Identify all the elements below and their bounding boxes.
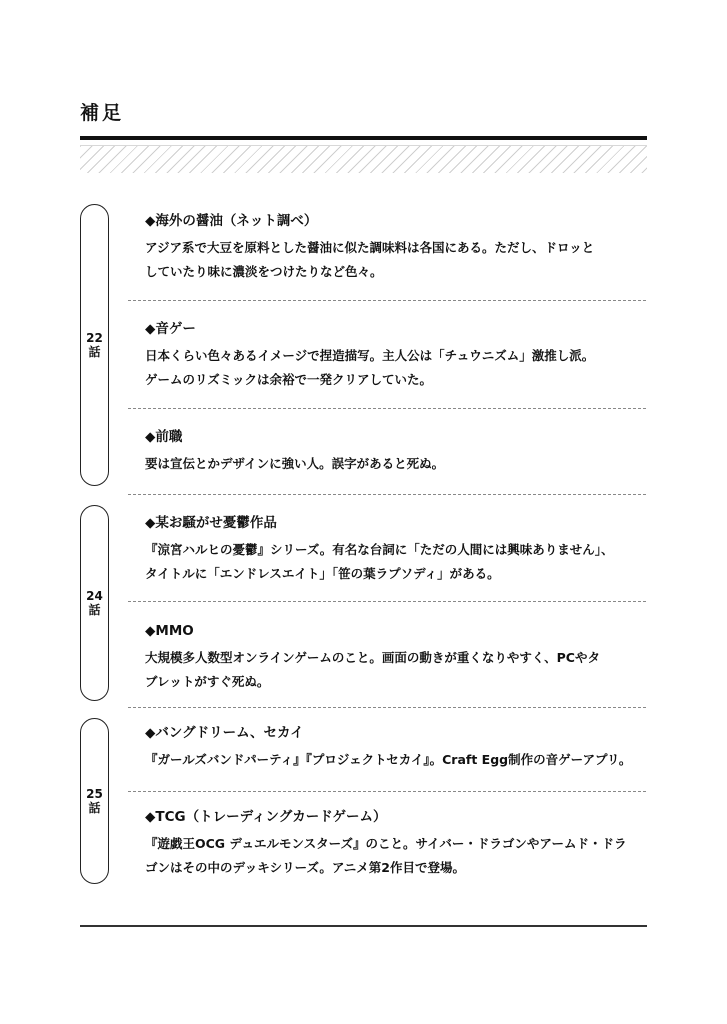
entry-line: 要は宣伝とかデザインに強い人。誤字があると死ぬ。 xyxy=(145,456,445,471)
entry-body xyxy=(145,832,645,879)
dashed-divider xyxy=(128,601,646,602)
chapter-label xyxy=(81,589,108,617)
page-title: 補足 xyxy=(80,102,125,124)
chapter-25-pill xyxy=(80,718,109,884)
dashed-divider xyxy=(128,494,646,495)
entry-body xyxy=(145,748,645,772)
entry-line: アジア系で大豆を原料とした醤油に似た調味料は各国にある。ただし、ドロッと xyxy=(145,240,595,255)
entry-body xyxy=(145,236,645,283)
dashed-divider xyxy=(128,707,646,708)
entry-tcg xyxy=(145,808,645,879)
entry-line: タイトルに「エンドレスエイト」「笹の葉ラプソディ」がある。 xyxy=(145,565,500,581)
entry-line: 『遊戯王OCG デュエルモンスターズ』のこと。サイバー・ドラゴンやアームド・ドラ xyxy=(145,836,627,851)
entry-line: 『涼宮ハルヒの憂鬱』シリーズ。有名な台詞に「ただの人間には興味ありません」、 xyxy=(145,542,614,557)
chapter-suffix: 話 xyxy=(88,801,101,815)
dashed-divider xyxy=(128,408,646,409)
title-rule xyxy=(80,136,647,140)
entry-line: ブレットがすぐ死ぬ。 xyxy=(145,673,270,689)
entry-line: ゴンはその中のデッキシリーズ。アニメ第2作目で登場。 xyxy=(145,859,465,875)
entry-body xyxy=(145,344,645,391)
entry-heading: ◆音ゲー xyxy=(145,321,196,337)
entry-rhythm-game xyxy=(145,320,645,391)
chapter-label xyxy=(81,787,108,815)
entry-body xyxy=(145,452,645,476)
chapter-number: 22 xyxy=(86,331,103,345)
entry-heading: ◆前職 xyxy=(145,429,183,445)
entry-line: していたり味に濃淡をつけたりなど色々。 xyxy=(145,263,383,279)
chapter-suffix: 話 xyxy=(88,603,101,617)
entry-heading: ◆海外の醤油（ネット調べ） xyxy=(145,213,318,229)
entry-mmo xyxy=(145,622,645,693)
chapter-label xyxy=(81,331,108,359)
entry-previous-job xyxy=(145,428,645,476)
dashed-divider xyxy=(128,791,646,792)
chapter-24-pill xyxy=(80,505,109,701)
entry-line: 『ガールズバンドパーティ』『プロジェクトセカイ』。Craft Egg制作の音ゲーアプリ。 xyxy=(145,752,632,767)
bottom-rule xyxy=(80,925,647,927)
chapter-number: 24 xyxy=(86,589,103,603)
entry-soy-sauce xyxy=(145,212,645,283)
chapter-22-pill xyxy=(80,204,109,486)
entry-melancholy-work xyxy=(145,514,645,585)
chapter-number: 25 xyxy=(86,787,103,801)
entry-heading: ◆バングドリーム、セカイ xyxy=(145,725,304,741)
hatched-band xyxy=(80,145,647,173)
chapter-suffix: 話 xyxy=(88,345,101,359)
entry-body xyxy=(145,538,645,585)
entry-line: 日本くらい色々あるイメージで捏造描写。主人公は「チュウニズム」激推し派。 xyxy=(145,348,595,363)
entry-heading: ◆TCG（トレーディングカードゲーム） xyxy=(145,809,387,825)
entry-line: ゲームのリズミックは余裕で一発クリアしていた。 xyxy=(145,371,433,387)
entry-body xyxy=(145,646,645,693)
entry-bandori-sekai xyxy=(145,724,645,772)
entry-line: 大規模多人数型オンラインゲームのこと。画面の動きが重くなりやすく、PCやタ xyxy=(145,650,600,665)
dashed-divider xyxy=(128,300,646,301)
entry-heading: ◆某お騒がせ憂鬱作品 xyxy=(145,515,277,531)
entry-heading: ◆MMO xyxy=(145,623,194,639)
